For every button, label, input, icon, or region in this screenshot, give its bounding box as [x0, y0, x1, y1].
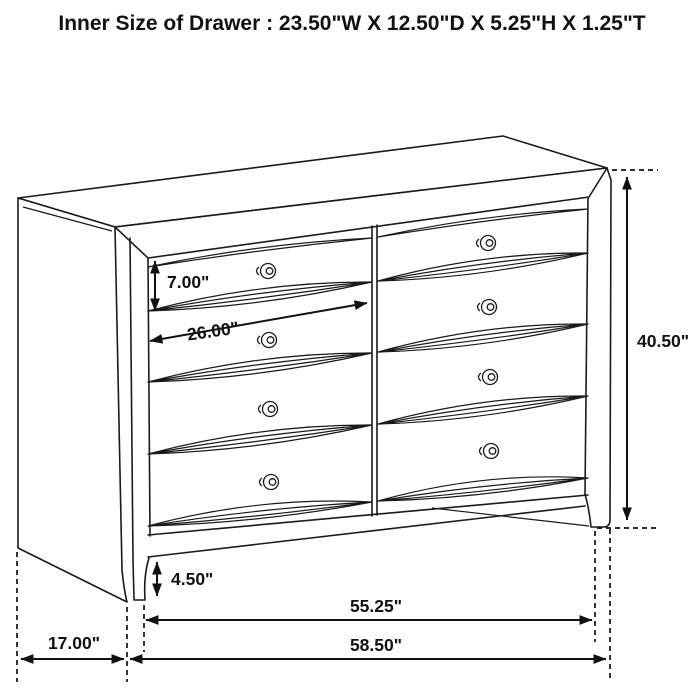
drawer-knob-icon	[477, 236, 496, 251]
center-divider	[372, 225, 377, 516]
drawer-separator	[378, 324, 588, 352]
under-cabinet-back-edge	[432, 508, 589, 526]
left-stile-inner-edge	[148, 258, 150, 536]
side-panel	[18, 198, 127, 602]
drawer-knob-icon	[257, 264, 276, 279]
front-right-outer-edge	[605, 168, 611, 527]
dimension-depth	[21, 633, 124, 659]
dimension-label: 7.00"	[167, 272, 210, 292]
base-rail-bottom-edge	[148, 506, 585, 557]
right-drawer-column	[378, 209, 588, 501]
right-foot	[585, 494, 605, 527]
base-rail-top-edge	[148, 495, 588, 535]
drawer-knob-icon	[258, 333, 277, 348]
drawer-separator	[148, 353, 372, 382]
dimension-drawer-opening-height	[155, 261, 209, 311]
drawer-knob-icon	[260, 475, 279, 490]
right-stile-inner-edge	[585, 198, 588, 494]
drawer-knob-icon	[478, 300, 497, 315]
dimension-overall-height	[627, 177, 689, 520]
dimension-label: 4.50"	[171, 569, 214, 589]
dimension-front-width	[146, 596, 592, 620]
drawer-separator	[378, 396, 588, 424]
dimension-label: 40.50"	[637, 331, 690, 351]
drawer-separator	[378, 253, 588, 281]
drawer-knob-icon	[259, 402, 278, 417]
dimension-label: 55.25"	[349, 596, 403, 616]
dimension-overall-width	[130, 635, 606, 659]
dimension-base-height	[157, 562, 213, 596]
front-left-edge	[130, 238, 134, 599]
dimension-label: 26.00"	[185, 317, 241, 345]
dimension-label: 17.00"	[47, 633, 101, 653]
left-foot	[134, 558, 149, 600]
dimension-arrow	[150, 303, 367, 341]
drawer-knob-icon	[479, 370, 498, 385]
drawer-separator	[148, 501, 372, 526]
diagram-title: Inner Size of Drawer : 23.50"W X 12.50"D X 5.25"H X 1.25"T	[58, 12, 646, 35]
dimension-label: 58.50"	[349, 635, 403, 655]
dresser-drawing	[18, 136, 611, 602]
drawer-separator	[148, 425, 372, 454]
drawer-knob-icon	[480, 444, 499, 459]
